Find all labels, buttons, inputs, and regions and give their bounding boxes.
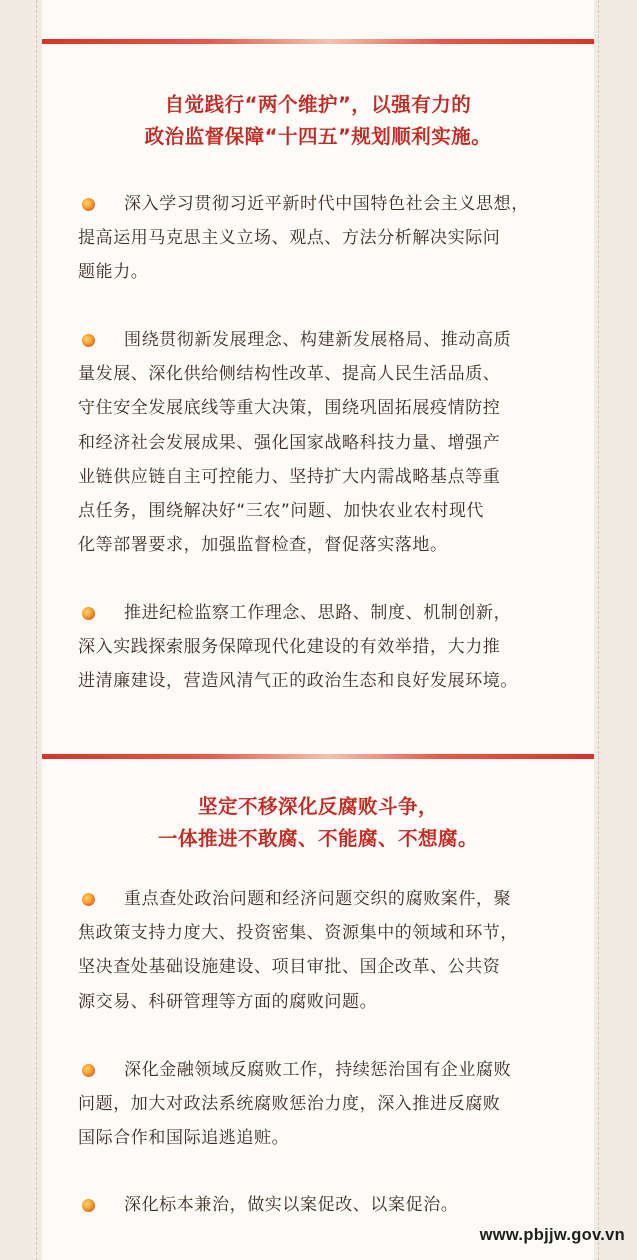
orange-dot-icon <box>82 1064 95 1077</box>
section2-item-2-text <box>78 1053 562 1156</box>
section1-item-2 <box>78 323 562 562</box>
section2-item-1-text <box>78 882 562 1019</box>
text-line: 源交易、科研管理等方面的腐败问题。 <box>78 991 378 1012</box>
text-line: 重点查处政治问题和经济问题交织的腐败案件，聚 <box>124 889 512 909</box>
orange-dot-icon <box>82 334 95 347</box>
text-line: 推进纪检监察工作理念、思路、制度、机制创新， <box>124 603 512 623</box>
section1-item-3 <box>78 596 562 699</box>
text-line: 和经济社会发展成果、强化国家战略科技力量、增强产 <box>78 432 501 453</box>
text-line: 守住安全发展底线等重大决策，围绕巩固拓展疫情防控 <box>78 398 501 419</box>
text-line: 围绕贯彻新发展理念、构建新发展格局、推动高质 <box>124 330 512 350</box>
section2-divider <box>42 754 594 759</box>
section1-item-1-text <box>78 187 562 290</box>
section2-item-1 <box>78 882 562 1019</box>
section1-item-3-text <box>78 596 562 699</box>
section2-item-2 <box>78 1053 562 1156</box>
orange-dot-icon <box>82 198 95 211</box>
section1-item-2-text <box>78 323 562 562</box>
section1-title-line: 自觉践行“两个维护”，以强有力的 <box>164 93 472 116</box>
section1-title-line: 政治监督保障“十四五”规划顺利实施。 <box>144 125 492 148</box>
section2-title-line: 坚定不移深化反腐败斗争， <box>197 795 438 818</box>
top-panel <box>42 0 594 42</box>
section1-title <box>42 89 594 153</box>
text-line: 焦政策支持力度大、投资密集、资源集中的领域和环节， <box>78 923 518 944</box>
text-line: 题能力。 <box>78 262 149 283</box>
left-dashed-border <box>36 0 37 1260</box>
section1-item-1 <box>78 187 562 290</box>
text-line: 量发展、深化供给侧结构性改革、提高人民生活品质、 <box>78 364 501 385</box>
text-line: 深入学习贯彻习近平新时代中国特色社会主义思想， <box>124 194 529 214</box>
text-line: 化等部署要求，加强监督检查，督促落实落地。 <box>78 535 448 556</box>
orange-dot-icon <box>82 607 95 620</box>
section2-title <box>42 791 594 855</box>
right-dashed-border <box>598 0 599 1260</box>
text-line: 深化金融领域反腐败工作，持续惩治国有企业腐败 <box>124 1060 512 1080</box>
text-line: 提高运用马克思主义立场、观点、方法分析解决实际问 <box>78 228 501 249</box>
text-line: 深入实践探索服务保障现代化建设的有效举措，大力推 <box>78 637 501 658</box>
section2-item-3 <box>78 1188 562 1222</box>
section2-title-line: 一体推进不敢腐、不能腐、不想腐。 <box>157 827 478 850</box>
text-line: 点任务，围绕解决好“三农”问题、加快农业农村现代 <box>78 501 485 522</box>
text-line: 坚决查处基础设施建设、项目审批、国企改革、公共资 <box>78 957 501 978</box>
section1-divider <box>42 39 594 44</box>
section2-item-3-text <box>78 1188 562 1222</box>
text-line: 进清廉建设，营造风清气正的政治生态和良好发展环境。 <box>78 671 518 692</box>
text-line: 深化标本兼治，做实以案促改、以案促治。 <box>124 1195 459 1215</box>
orange-dot-icon <box>82 1199 95 1212</box>
text-line: 国际合作和国际追逃追赃。 <box>78 1128 290 1149</box>
text-line: 业链供应链自主可控能力、坚持扩大内需战略基点等重 <box>78 466 501 487</box>
site-watermark: www.pbjjw.gov.vn <box>479 1226 625 1244</box>
text-line: 问题，加大对政法系统腐败惩治力度，深入推进反腐败 <box>78 1094 501 1115</box>
orange-dot-icon <box>82 893 95 906</box>
